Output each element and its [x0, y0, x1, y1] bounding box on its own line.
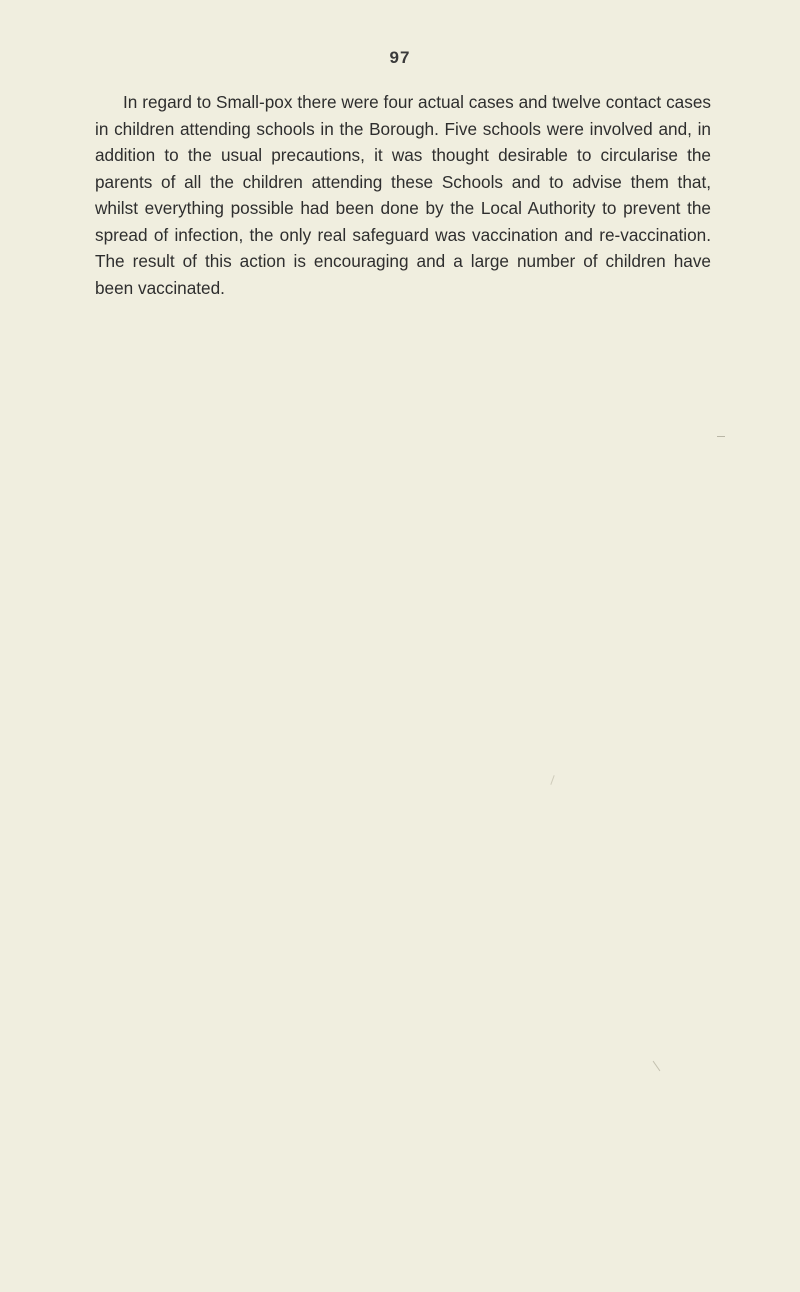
bleed-mark [717, 436, 725, 437]
body-paragraph: In regard to Small-pox there were four actual cases and twelve contact cases in children attending schools in the Borough. Five schools were involved and, in addition to the usual precautions, it was thought desirable to circularise the parents of all the children attending these Schools and to advise them that, whilst everything possible had been done by the Local Authority to prevent the spread of infection, the only real safeguard was vaccination and re-vaccination. The result of this action is encouraging and a large number of children have been vaccinated. [95, 92, 711, 298]
bleed-mark [550, 775, 554, 785]
bleed-mark [653, 1061, 661, 1071]
page-number: 97 [389, 48, 411, 67]
